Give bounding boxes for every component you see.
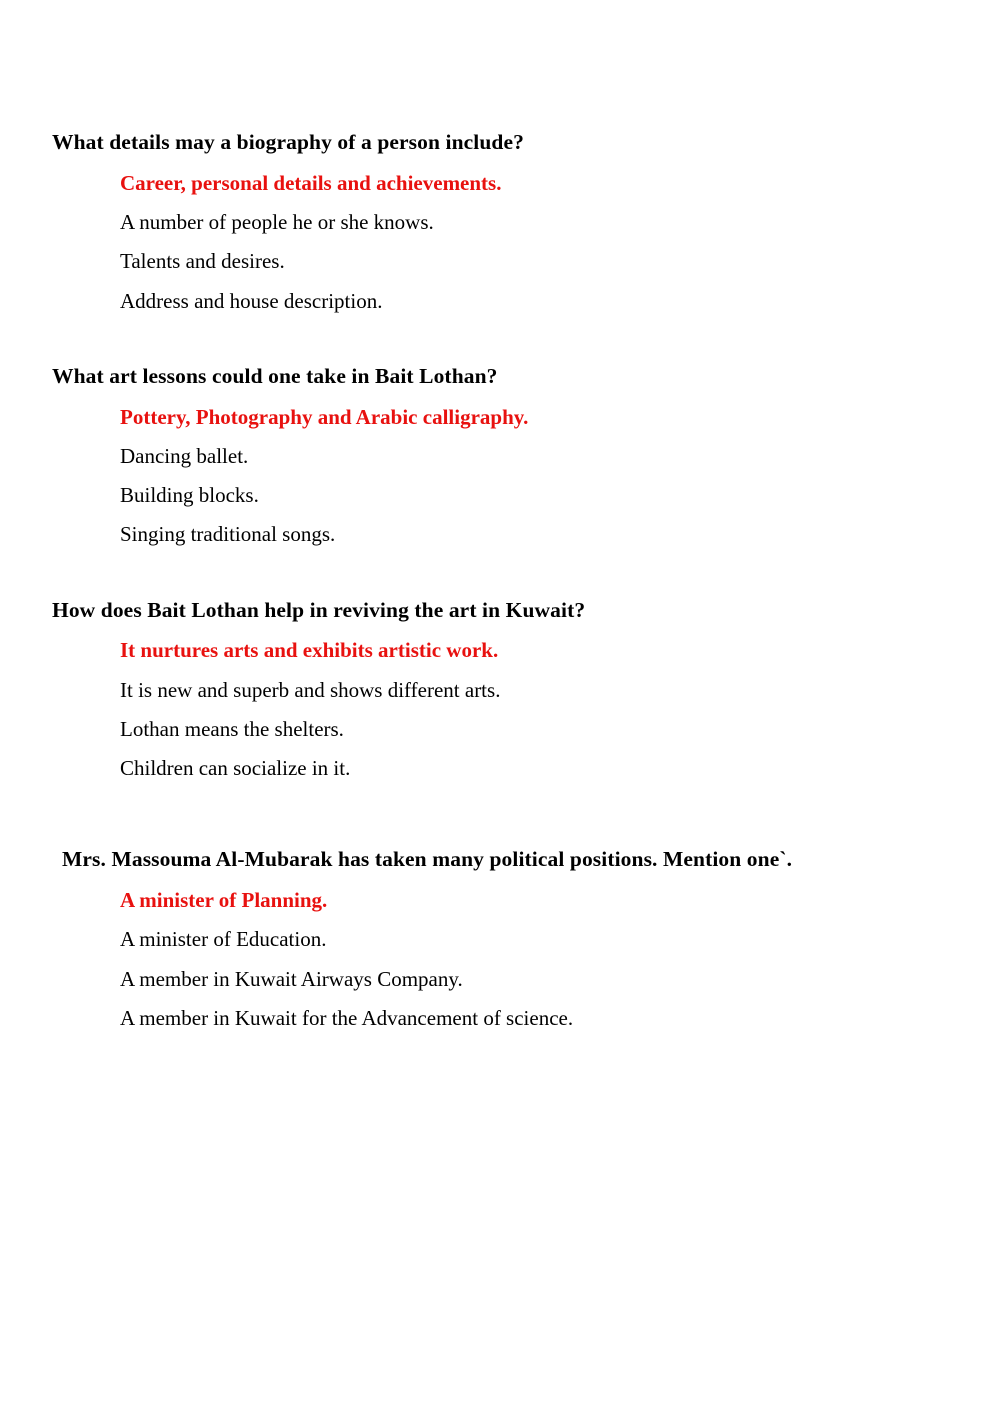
option-item: Address and house description. <box>120 288 383 313</box>
option-list <box>52 170 932 314</box>
option-item: Talents and desires. <box>120 249 285 274</box>
question-block <box>52 598 932 782</box>
option-item: Singing traditional songs. <box>120 522 336 547</box>
option-list <box>52 637 932 781</box>
block-spacer <box>52 831 932 847</box>
option-item: Career, personal details and achievements. <box>120 170 502 195</box>
question-prompt: What art lessons could one take in Bait Lothan? <box>52 363 498 388</box>
option-item: Children can socialize in it. <box>120 756 351 781</box>
block-spacer <box>52 815 932 831</box>
option-item: A minister of Planning. <box>120 888 328 913</box>
block-spacer <box>52 582 932 598</box>
option-item: Lothan means the shelters. <box>120 716 344 741</box>
option-item: It is new and superb and shows different arts. <box>120 677 501 702</box>
option-item: Building blocks. <box>120 483 259 508</box>
question-prompt: How does Bait Lothan help in reviving the art in Kuwait? <box>52 597 586 622</box>
option-item: A number of people he or she knows. <box>120 210 434 235</box>
question-block <box>52 364 932 548</box>
option-item: Pottery, Photography and Arabic calligraphy. <box>120 404 529 429</box>
option-item: Dancing ballet. <box>120 443 249 468</box>
option-list <box>52 887 932 1031</box>
option-item: A member in Kuwait Airways Company. <box>120 966 463 991</box>
question-block <box>52 847 932 1031</box>
option-list <box>52 404 932 548</box>
option-item: It nurtures arts and exhibits artistic work. <box>120 638 499 663</box>
option-item: A member in Kuwait for the Advancement of science. <box>120 1005 574 1030</box>
question-prompt: Mrs. Massouma Al-Mubarak has taken many political positions. Mention one`. <box>62 847 793 872</box>
question-block <box>52 130 932 314</box>
block-spacer <box>52 348 932 364</box>
question-prompt: What details may a biography of a person include? <box>52 130 524 154</box>
option-item: A minister of Education. <box>120 927 327 952</box>
